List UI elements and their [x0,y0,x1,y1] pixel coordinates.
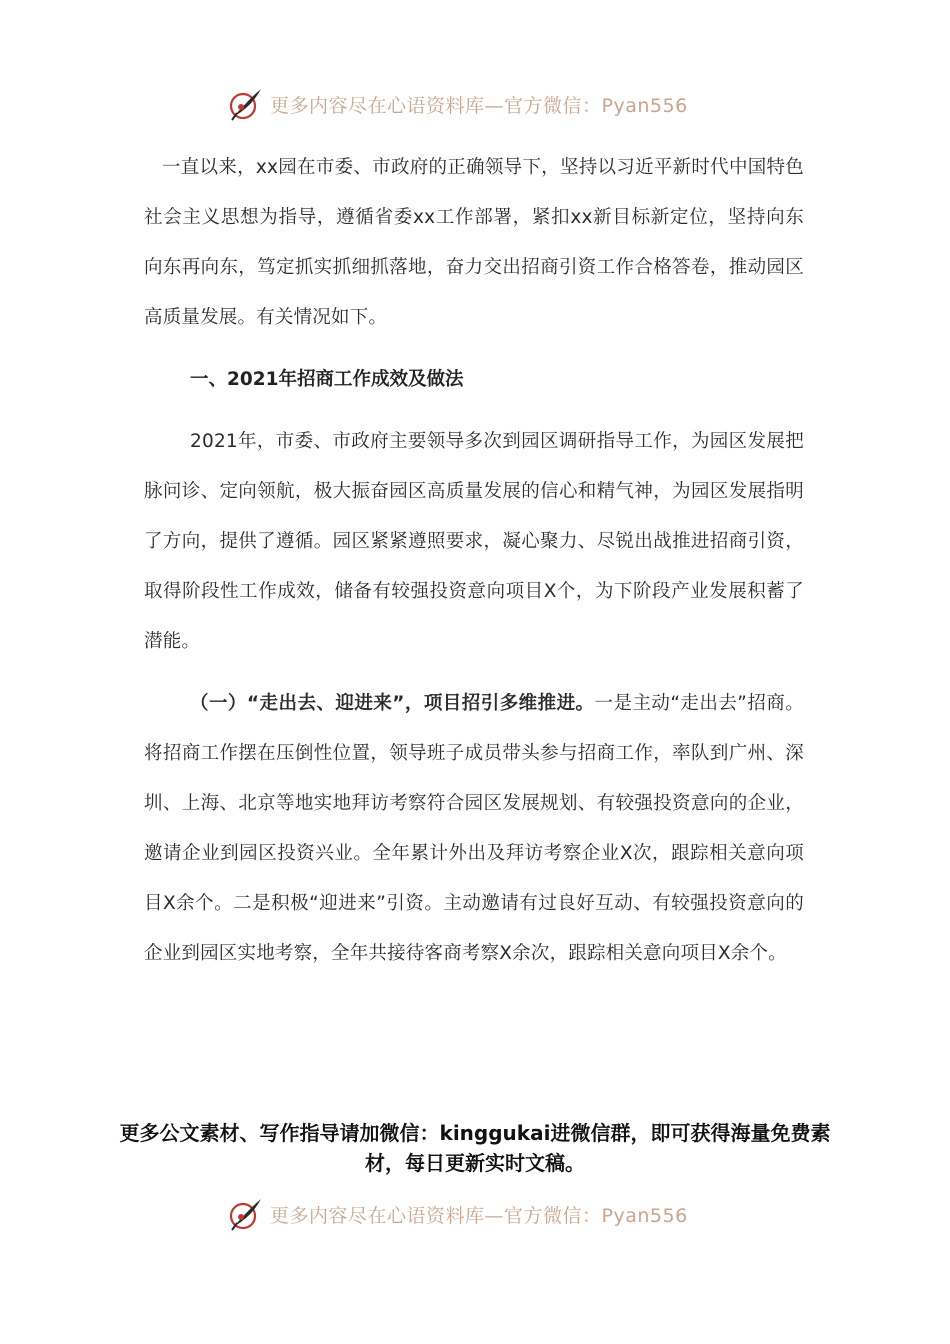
watermark-footer [228,1194,748,1234]
subsection-paragraph [144,679,804,979]
watermark-text: 更多内容尽在心语资料库—官方微信：Pyan556 [270,1204,688,1227]
subsection-body: 一是主动“走出去”招商。将招商工作摆在压倒性位置，领导班子成员带头参与招商工作，率队到广州、深圳、上海、北京等地实地拜访考察符合园区发展规划、有较强投资意向的企业，邀请企业到园区投资兴业。全年累计外出及拜访考察企业X次，跟踪相关意向项目X余个。二是积极“迎进来”引资。主动邀请有过良好互动、有较强投资意向的企业到园区实地考察，全年共接待客商考察X余次，跟踪相关意向项目X余个。 [144,693,804,964]
watermark-wechat-id: Pyan556 [601,94,688,117]
watermark-header [228,84,748,124]
section-paragraph: 2021年，市委、市政府主要领导多次到园区调研指导工作，为园区发展把脉问诊、定向领航，极大振奋园区高质量发展的信心和精气神，为园区发展指明了方向，提供了遵循。园区紧紧遵照要求，凝心聚力、尽锐出战推进招商引资，取得阶段性工作成效，储备有较强投资意向项目X个，为下阶段产业发展积蓄了潜能。 [144,431,804,652]
intro-paragraph: 一直以来，xx园在市委、市政府的正确领导下，坚持以习近平新时代中国特色社会主义思想为指导，遵循省委xx工作部署，紧扣xx新目标新定位，坚持向东向东再向东，笃定抓实抓细抓落地，奋力交出招商引资工作合格答卷，推动园区高质量发展。有关情况如下。 [144,157,804,328]
watermark-wechat-id: Pyan556 [601,1204,688,1227]
quill-logo-icon [228,1196,264,1232]
watermark-text: 更多内容尽在心语资料库—官方微信：Pyan556 [270,94,688,117]
footer-note: 更多公文素材、写作指导请加微信：kinggukai进微信群，即可获得海量免费素材，每日更新实时文稿。 [119,1121,831,1175]
section-heading: 一、2021年招商工作成效及做法 [190,369,464,390]
quill-logo-icon [228,86,264,122]
document-body [144,143,804,979]
subsection-title: （一）“走出去、迎进来”，项目招引多维推进。 [190,693,595,714]
